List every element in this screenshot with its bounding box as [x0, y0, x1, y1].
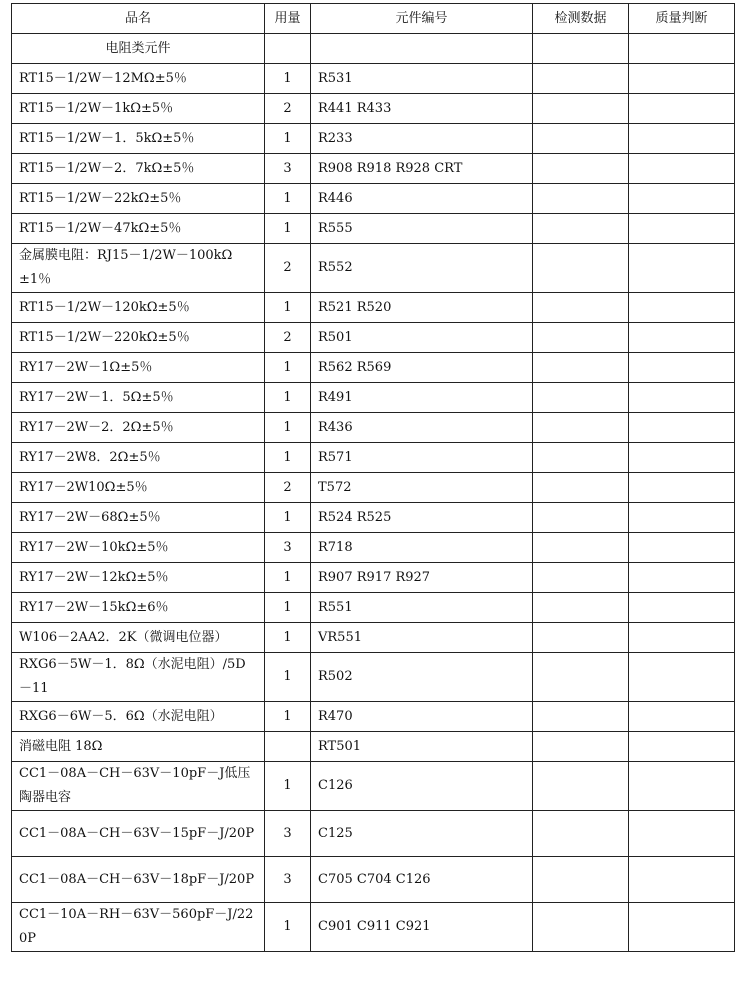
- cell-reference: C705 C704 C126: [311, 857, 533, 903]
- cell-reference: R562 R569: [311, 353, 533, 383]
- cell-reference: VR551: [311, 623, 533, 653]
- table-row: [12, 64, 735, 94]
- table-row: [12, 323, 735, 353]
- cell-reference: C901 C911 C921: [311, 903, 533, 952]
- table-row: [12, 443, 735, 473]
- cell-quantity: 1: [265, 124, 311, 154]
- cell-quality: [629, 732, 735, 762]
- cell-test-data: [533, 124, 629, 154]
- cell-quantity: 1: [265, 353, 311, 383]
- cell-quality: [629, 94, 735, 124]
- table-row: [12, 762, 735, 811]
- cell-quality: [629, 184, 735, 214]
- cell-quantity: 2: [265, 244, 311, 293]
- cell-quantity: 1: [265, 702, 311, 732]
- cell-name: CC1－10A－RH－63V－560pF－J/220P: [12, 903, 265, 952]
- cell-name: RY17－2W－68Ω±5％: [12, 503, 265, 533]
- cell-quantity: 1: [265, 184, 311, 214]
- cell-reference: R521 R520: [311, 293, 533, 323]
- cell-name: RT15－1/2W－47kΩ±5％: [12, 214, 265, 244]
- cell-test-data: [533, 353, 629, 383]
- cell-quality: [629, 811, 735, 857]
- cell-test-data: [533, 503, 629, 533]
- cell-name: RXG6－5W－1．8Ω（水泥电阻）/5D－11: [12, 653, 265, 702]
- cell-quantity: 3: [265, 154, 311, 184]
- cell-quantity: 2: [265, 473, 311, 503]
- cell-name: RY17－2W－12kΩ±5％: [12, 563, 265, 593]
- cell-quantity: 2: [265, 323, 311, 353]
- table-row: [12, 214, 735, 244]
- cell-quality: [629, 214, 735, 244]
- cell-quantity: 3: [265, 857, 311, 903]
- cell-quantity: 2: [265, 94, 311, 124]
- cell-name: 消磁电阻 18Ω: [12, 732, 265, 762]
- table-row: [12, 244, 735, 293]
- cell-reference: R552: [311, 244, 533, 293]
- cell-quantity: 1: [265, 293, 311, 323]
- cell-name: RT15－1/2W－220kΩ±5％: [12, 323, 265, 353]
- cell-reference: C125: [311, 811, 533, 857]
- cell-quantity: 1: [265, 443, 311, 473]
- cell-test-data: [533, 533, 629, 563]
- cell-quantity: 1: [265, 563, 311, 593]
- header-reference: 元件编号: [311, 4, 533, 34]
- cell-quality: [629, 64, 735, 94]
- cell-quality: [629, 503, 735, 533]
- table-body: [12, 34, 735, 952]
- cell-test-data: [533, 903, 629, 952]
- cell-quantity: 3: [265, 533, 311, 563]
- cell-quality: [629, 653, 735, 702]
- cell-name: RT15－1/2W－1kΩ±5％: [12, 94, 265, 124]
- cell-test-data: [533, 563, 629, 593]
- cell-name: RT15－1/2W－120kΩ±5％: [12, 293, 265, 323]
- cell-test-data: [533, 443, 629, 473]
- cell-test-data: [533, 184, 629, 214]
- cell-test-data: [533, 653, 629, 702]
- cell-name: RT15－1/2W－12MΩ±5％: [12, 64, 265, 94]
- cell-quantity: [265, 732, 311, 762]
- cell-test-data: [533, 94, 629, 124]
- cell-quantity: 1: [265, 762, 311, 811]
- table-row: [12, 154, 735, 184]
- header-test-data: 检测数据: [533, 4, 629, 34]
- cell-name: RY17－2W10Ω±5％: [12, 473, 265, 503]
- cell-name: RT15－1/2W－1．5kΩ±5％: [12, 124, 265, 154]
- cell-quality: [629, 323, 735, 353]
- cell-quantity: 3: [265, 811, 311, 857]
- cell-test-data: [533, 623, 629, 653]
- header-row: [12, 4, 735, 34]
- cell-quality: [629, 857, 735, 903]
- cell-reference: [311, 34, 533, 64]
- table-row: [12, 653, 735, 702]
- cell-reference: R571: [311, 443, 533, 473]
- cell-quantity: 1: [265, 623, 311, 653]
- table-row: [12, 353, 735, 383]
- table-row: [12, 124, 735, 154]
- cell-name: RY17－2W－10kΩ±5％: [12, 533, 265, 563]
- table-row: [12, 533, 735, 563]
- cell-test-data: [533, 214, 629, 244]
- table-row: [12, 503, 735, 533]
- section-row: [12, 34, 735, 64]
- cell-test-data: [533, 244, 629, 293]
- cell-test-data: [533, 293, 629, 323]
- cell-quality: [629, 593, 735, 623]
- table-row: [12, 413, 735, 443]
- cell-quantity: 1: [265, 903, 311, 952]
- cell-quality: [629, 293, 735, 323]
- header-quality: 质量判断: [629, 4, 735, 34]
- cell-reference: R908 R918 R928 CRT: [311, 154, 533, 184]
- cell-quality: [629, 473, 735, 503]
- cell-quantity: 1: [265, 503, 311, 533]
- cell-quantity: 1: [265, 383, 311, 413]
- cell-name: CC1－08A－CH－63V－15pF－J/20P: [12, 811, 265, 857]
- cell-name: RY17－2W－1Ω±5％: [12, 353, 265, 383]
- cell-reference: R502: [311, 653, 533, 702]
- cell-quantity: 1: [265, 653, 311, 702]
- cell-name: RY17－2W－2．2Ω±5％: [12, 413, 265, 443]
- table-row: [12, 857, 735, 903]
- table-row: [12, 593, 735, 623]
- cell-reference: T572: [311, 473, 533, 503]
- cell-name: 金属膜电阻：RJ15－1/2W－100kΩ±1％: [12, 244, 265, 293]
- cell-reference: R441 R433: [311, 94, 533, 124]
- table-row: [12, 732, 735, 762]
- table-row: [12, 811, 735, 857]
- cell-quality: [629, 383, 735, 413]
- header-quantity: 用量: [265, 4, 311, 34]
- cell-reference: R436: [311, 413, 533, 443]
- cell-test-data: [533, 811, 629, 857]
- cell-reference: R446: [311, 184, 533, 214]
- cell-test-data: [533, 473, 629, 503]
- cell-name: RXG6－6W－5．6Ω（水泥电阻）: [12, 702, 265, 732]
- table-row: [12, 903, 735, 952]
- cell-quantity: [265, 34, 311, 64]
- cell-quality: [629, 124, 735, 154]
- cell-reference: R551: [311, 593, 533, 623]
- cell-reference: R907 R917 R927: [311, 563, 533, 593]
- cell-test-data: [533, 383, 629, 413]
- cell-test-data: [533, 702, 629, 732]
- cell-reference: RT501: [311, 732, 533, 762]
- cell-name: CC1－08A－CH－63V－10pF－J低压陶器电容: [12, 762, 265, 811]
- cell-quality: [629, 353, 735, 383]
- cell-reference: R491: [311, 383, 533, 413]
- cell-reference: R718: [311, 533, 533, 563]
- cell-quantity: 1: [265, 64, 311, 94]
- cell-name: RT15－1/2W－22kΩ±5％: [12, 184, 265, 214]
- cell-quality: [629, 413, 735, 443]
- cell-quality: [629, 563, 735, 593]
- cell-test-data: [533, 34, 629, 64]
- table-row: [12, 473, 735, 503]
- cell-quality: [629, 34, 735, 64]
- cell-test-data: [533, 762, 629, 811]
- cell-quantity: 1: [265, 593, 311, 623]
- cell-quantity: 1: [265, 214, 311, 244]
- cell-quality: [629, 702, 735, 732]
- cell-quality: [629, 443, 735, 473]
- cell-test-data: [533, 323, 629, 353]
- table-row: [12, 623, 735, 653]
- table-row: [12, 184, 735, 214]
- cell-reference: R524 R525: [311, 503, 533, 533]
- cell-quality: [629, 533, 735, 563]
- cell-quality: [629, 244, 735, 293]
- header-name: 品名: [12, 4, 265, 34]
- cell-reference: R501: [311, 323, 533, 353]
- cell-name: RY17－2W－15kΩ±6％: [12, 593, 265, 623]
- cell-quantity: 1: [265, 413, 311, 443]
- table-row: [12, 563, 735, 593]
- cell-test-data: [533, 732, 629, 762]
- table-row: [12, 383, 735, 413]
- cell-test-data: [533, 413, 629, 443]
- table-row: [12, 94, 735, 124]
- table-row: [12, 293, 735, 323]
- cell-name: CC1－08A－CH－63V－18pF－J/20P: [12, 857, 265, 903]
- cell-reference: R470: [311, 702, 533, 732]
- cell-quality: [629, 154, 735, 184]
- cell-quality: [629, 623, 735, 653]
- cell-name: RY17－2W－1．5Ω±5％: [12, 383, 265, 413]
- cell-quality: [629, 762, 735, 811]
- cell-name: W106－2AA2．2K（微调电位器）: [12, 623, 265, 653]
- component-sheet: [11, 3, 735, 952]
- cell-reference: R531: [311, 64, 533, 94]
- cell-reference: R555: [311, 214, 533, 244]
- cell-test-data: [533, 857, 629, 903]
- cell-quality: [629, 903, 735, 952]
- component-table: [11, 3, 735, 952]
- cell-test-data: [533, 593, 629, 623]
- cell-name: RY17－2W8．2Ω±5％: [12, 443, 265, 473]
- cell-test-data: [533, 64, 629, 94]
- cell-test-data: [533, 154, 629, 184]
- cell-reference: R233: [311, 124, 533, 154]
- cell-name: 电阻类元件: [12, 34, 265, 64]
- cell-reference: C126: [311, 762, 533, 811]
- cell-name: RT15－1/2W－2．7kΩ±5％: [12, 154, 265, 184]
- table-row: [12, 702, 735, 732]
